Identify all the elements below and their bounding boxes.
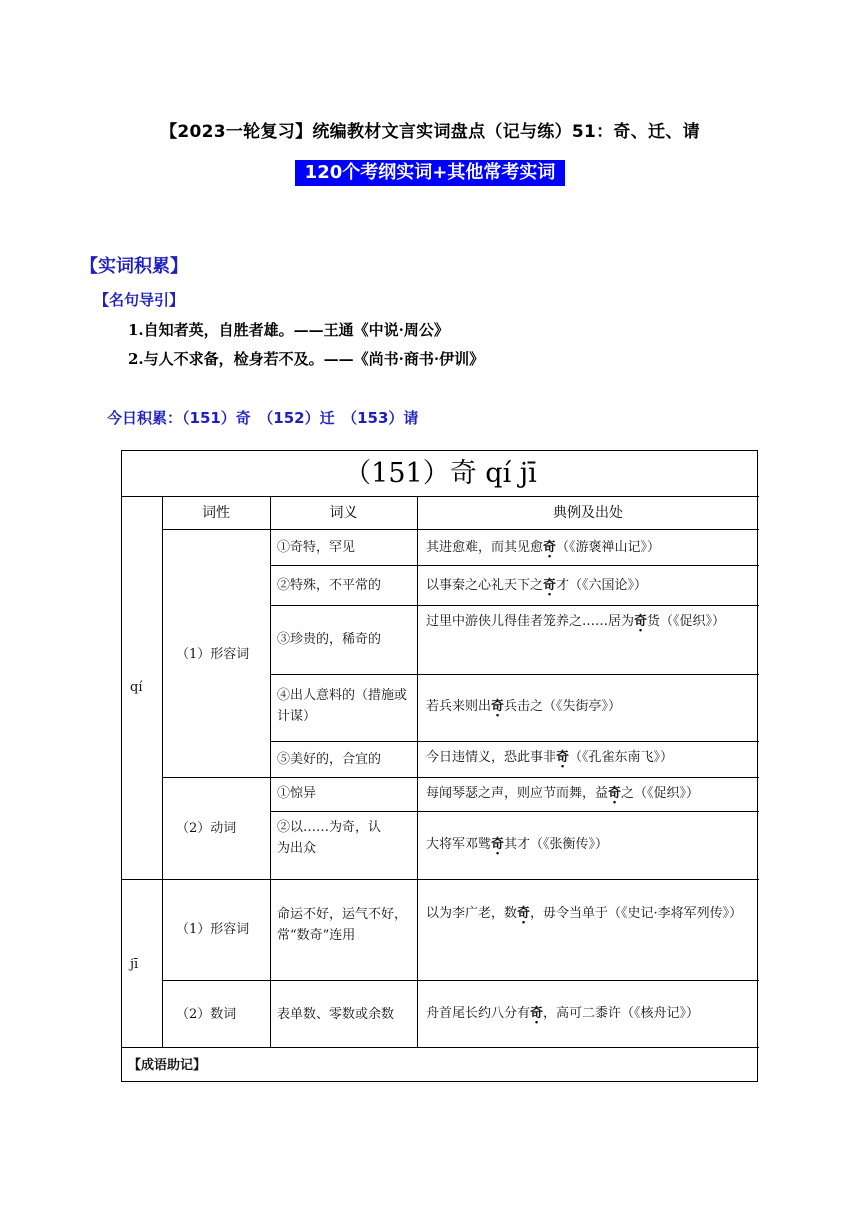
word-table <box>121 450 758 1082</box>
pos-qi-adjective: （1）形容词 <box>176 647 250 662</box>
meaning-1: ①奇特，罕见 <box>277 540 356 555</box>
meaning-7: ②以……为奇，认为出众 <box>277 820 382 856</box>
section-heading: 【实词积累】 <box>80 256 188 277</box>
example-1: 其进愈难，而其见愈奇（《游褒禅山记》） <box>426 540 661 555</box>
meaning-6: ①惊异 <box>277 786 317 801</box>
example-7: 大将军邓骘奇其才（《张衡传》） <box>426 837 609 852</box>
meaning-5: ⑤美好的，合宜的 <box>277 752 382 767</box>
example-9: 舟首尾长约八分有奇，高可二黍许（《核舟记》） <box>426 1006 700 1021</box>
quotes-heading: 【名句导引】 <box>94 291 185 309</box>
quote-1: 1.自知者英，自胜者雄。——王通《中说·周公》 <box>128 321 449 339</box>
example-5: 今日违情义，恐此事非奇（《孔雀东南飞》） <box>426 750 674 765</box>
header-examples: 典例及出处 <box>553 505 623 521</box>
pos-qi-verb: （2）动词 <box>176 821 237 836</box>
example-3: 过里中游侠儿得佳者笼养之……居为奇货（《促织》） <box>426 614 726 629</box>
idiom-memory-label: 【成语助记】 <box>128 1058 207 1073</box>
pronunciation-qi: qí <box>130 680 143 695</box>
meaning-2: ②特殊，不平常的 <box>277 578 382 593</box>
page-subtitle: 120个考纲实词+其他常考实词 <box>295 160 565 186</box>
meaning-4: ④出人意料的（措施或计谋） <box>277 688 408 724</box>
meaning-3: ③珍贵的，稀奇的 <box>277 632 382 647</box>
pronunciation-ji: jī <box>130 957 139 972</box>
table-title: （151）奇 qí jī <box>344 458 537 489</box>
pos-ji-numeral: （2）数词 <box>176 1007 237 1022</box>
quote-2: 2.与人不求备，检身若不及。——《尚书·商书·伊训》 <box>128 350 485 368</box>
header-meaning: 词义 <box>329 505 358 521</box>
header-pos: 词性 <box>202 505 230 521</box>
today-accumulation: 今日积累：（151）奇 （152）迁 （153）请 <box>107 409 419 427</box>
example-2: 以事秦之心礼天下之奇才（《六国论》） <box>426 578 648 593</box>
meaning-8: 命运不好，运气不好，常“数奇”连用 <box>277 907 408 943</box>
page-title: 【2023一轮复习】统编教材文言实词盘点（记与练）51：奇、迁、请 <box>160 122 700 142</box>
meaning-9: 表单数、零数或余数 <box>277 1007 395 1022</box>
example-4: 若兵来则出奇兵击之（《失街亭》） <box>426 699 622 714</box>
example-6: 每闻琴瑟之声，则应节而舞，益奇之（《促织》） <box>426 786 700 801</box>
example-8: 以为李广老，数奇，毋令当单于（《史记·李将军列传》） <box>426 906 743 921</box>
pos-ji-adjective: （1）形容词 <box>176 922 250 937</box>
